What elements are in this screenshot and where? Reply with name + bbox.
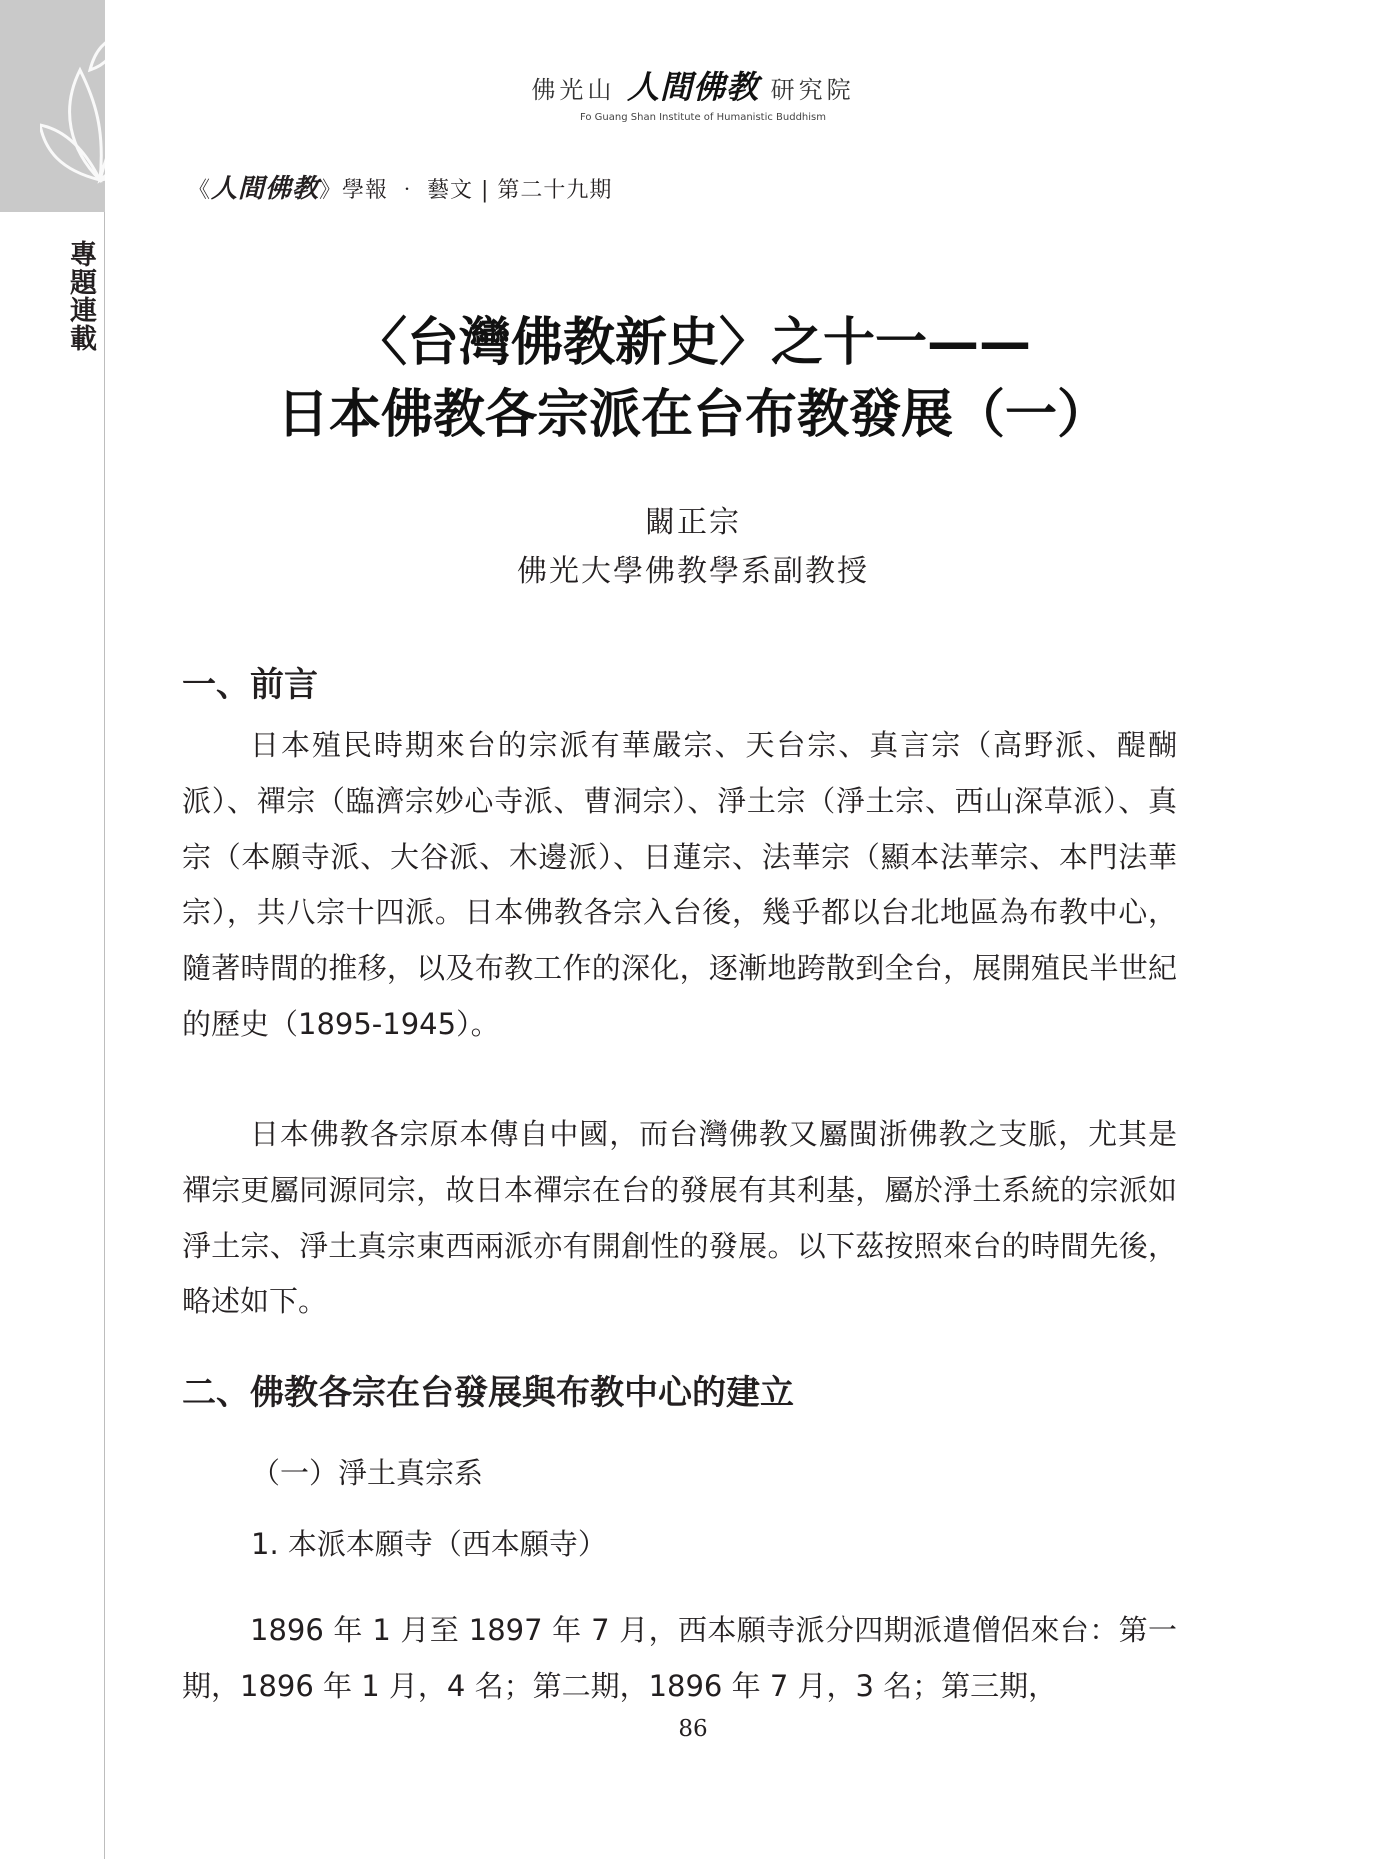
page-number: 86	[678, 1716, 708, 1742]
institute-name-suffix: 研究院	[770, 76, 855, 104]
journal-issue: 》學報 ‧ 藝文 | 第二十九期	[319, 178, 613, 203]
side-divider-line	[104, 212, 105, 1859]
author-name: 闞正宗	[645, 505, 741, 540]
institute-name-prefix: 佛光山	[531, 76, 616, 104]
article-title-line-1: 〈台灣佛教新史〉之十一——	[354, 313, 1031, 373]
paragraph-intro-2: 日本佛教各宗原本傳自中國，而台灣佛教又屬閩浙佛教之支脈，尤其是禪宗更屬同源同宗，故日本禪宗在台的發展有其利基，屬於淨土系統的宗派如淨土宗、淨土真宗東西兩派亦有開創性的發展。以下茲按照來台的時間先後，略述如下。	[182, 1117, 1177, 1319]
subheading-nishi-honganji: 1. 本派本願寺（西本願寺）	[251, 1527, 607, 1561]
journal-name-script: 人間佛教	[211, 174, 320, 204]
section-heading-development: 二、佛教各宗在台發展與布教中心的建立	[182, 1373, 794, 1413]
institute-header	[0, 62, 1386, 108]
section-label-vertical: 專題連載	[65, 240, 96, 352]
paragraph-intro-1: 日本殖民時期來台的宗派有華嚴宗、天台宗、真言宗（高野派、醍醐派）、禪宗（臨濟宗妙心寺派、曹洞宗）、淨土宗（淨土宗、西山深草派）、真宗（本願寺派、大谷派、木邊派）、日蓮宗、法華宗（顯本法華宗、本門法華宗），共八宗十四派。日本佛教各宗入台後，幾乎都以台北地區為布教中心，隨著時間的推移，以及布教工作的深化，逐漸地跨散到全台，展開殖民半世紀的歷史（1895-1945）。	[182, 728, 1177, 1041]
journal-open-bracket: 《	[188, 178, 212, 203]
section-heading-intro: 一、前言	[182, 665, 318, 705]
author-affiliation: 佛光大學佛教學系副教授	[517, 554, 869, 589]
institute-name-script: 人間佛教	[626, 68, 759, 106]
subheading-jodo-shinshu: （一）淨土真宗系	[251, 1456, 484, 1490]
journal-info	[188, 168, 612, 205]
institute-english-name: Fo Guang Shan Institute of Humanistic Buddhism	[579, 112, 826, 123]
paragraph-nishi-honganji: 1896 年 1 月至 1897 年 7 月，西本願寺派分四期派遣僧侶來台：第一期，1896 年 1 月，4 名；第二期，1896 年 7 月，3 名；第三期，	[182, 1613, 1177, 1703]
article-title-line-2: 日本佛教各宗派在台布教發展（一）	[276, 385, 1109, 445]
